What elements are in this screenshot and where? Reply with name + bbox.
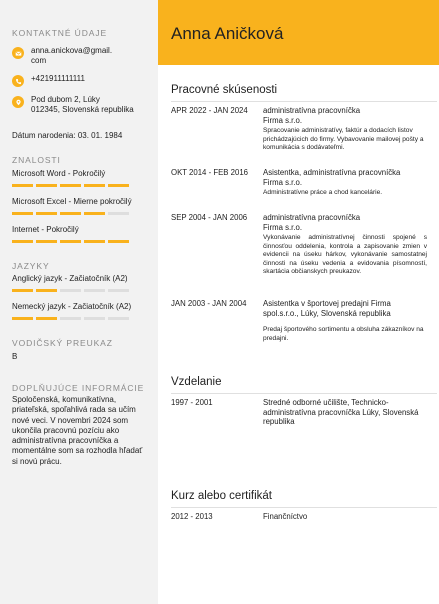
entry-employer: Firma s.r.o. [263, 222, 302, 232]
skill-level-segment [108, 184, 129, 187]
contact-section-title: KONTAKTNÉ ÚDAJE [12, 28, 108, 38]
languages-list [12, 274, 146, 320]
courses-divider [171, 507, 437, 508]
skill-level-segment [36, 240, 57, 243]
entry-date: 2012 - 2013 [171, 512, 213, 521]
language-level-bar [12, 317, 146, 320]
education-section-title: Vzdelanie [171, 376, 222, 388]
email-text[interactable]: anna.anickova@gmail. com [31, 46, 113, 65]
entry-employer: spol.s.r.o., Lúky, Slovenská republika [263, 308, 391, 318]
entry-employer: Firma s.r.o. [263, 177, 302, 187]
envelope-icon [12, 47, 24, 59]
skill-level-segment [36, 184, 57, 187]
contact-phone [12, 74, 146, 87]
skill-level-segment [108, 240, 129, 243]
phone-text[interactable]: +421911111111 [31, 74, 85, 83]
skill-label: Internet - Pokročilý [12, 225, 79, 234]
skill-level-bar [12, 240, 146, 243]
skill-level-segment [36, 212, 57, 215]
header-banner [158, 0, 439, 65]
language-level-segment [60, 289, 81, 292]
entry-date: SEP 2004 - JAN 2006 [171, 213, 248, 222]
language-level-segment [84, 317, 105, 320]
license-section-title: VODIČSKÝ PREUKAZ [12, 338, 113, 348]
language-item [12, 274, 146, 292]
skill-level-segment [12, 212, 33, 215]
entry-position: administratívna pracovníčka [263, 106, 361, 115]
education-divider [171, 393, 437, 394]
language-level-segment [84, 289, 105, 292]
skill-level-segment [84, 212, 105, 215]
entry-date: APR 2022 - JAN 2024 [171, 106, 248, 115]
skill-item [12, 225, 146, 243]
language-level-segment [108, 317, 129, 320]
education-text: Stredné odborné učilište, Techniсko-administratívna pracovníčka Lúky, Slovenská republika [263, 398, 419, 426]
skill-label: Microsoft Word - Pokročilý [12, 169, 106, 178]
skill-level-segment [60, 240, 81, 243]
skills-list [12, 169, 146, 243]
sidebar [0, 0, 158, 604]
language-level-segment [108, 289, 129, 292]
skill-item [12, 197, 146, 215]
experience-divider [171, 101, 437, 102]
skill-level-segment [12, 240, 33, 243]
contact-email [12, 46, 146, 66]
language-level-segment [36, 317, 57, 320]
skill-level-segment [108, 212, 129, 215]
skill-level-bar [12, 212, 146, 215]
language-label: Anglický jazyk - Začiatočník (A2) [12, 274, 128, 283]
about-section-title: DOPLŇUJÚCE INFORMÁCIE [12, 383, 145, 393]
date-of-birth: Dátum narodenia: 03. 01. 1984 [12, 131, 123, 140]
language-label: Nemecký jazyk - Začiatočník (A2) [12, 302, 132, 311]
skill-level-segment [60, 184, 81, 187]
skill-level-bar [12, 184, 146, 187]
entry-position: Asistentka, administratívna pracovníčka [263, 168, 401, 177]
entry-date: OKT 2014 - FEB 2016 [171, 168, 249, 177]
skill-level-segment [84, 240, 105, 243]
entry-date: 1997 - 2001 [171, 398, 213, 407]
candidate-name: Anna Aničková [171, 24, 284, 43]
license-value: B [12, 352, 18, 361]
address-text: Pod dubom 2, Lúky 012345, Slovenská republika [31, 95, 134, 114]
phone-icon [12, 75, 24, 87]
experience-section-title: Pracovné skúsenosti [171, 84, 278, 96]
language-level-segment [60, 317, 81, 320]
skill-label: Microsoft Excel - Mierne pokročilý [12, 197, 132, 206]
language-level-segment [12, 289, 33, 292]
languages-section-title: JAZYKY [12, 261, 50, 271]
entry-description: Spracovanie administratívy, faktúr a dodacích listov prichádzajúcich do firmy. Vybavovanie mailovej pošty a komunikácia s dodávateľmi. [263, 127, 424, 152]
courses-section-title: Kurz alebo certifikát [171, 490, 272, 502]
entry-position: administratívna pracovníčka [263, 213, 361, 222]
skills-section-title: ZNALOSTI [12, 155, 61, 165]
contact-address [12, 95, 146, 115]
skill-level-segment [60, 212, 81, 215]
entry-date: JAN 2003 - JAN 2004 [171, 299, 247, 308]
entry-position: Asistentka v športovej predajni Firma [263, 299, 391, 308]
language-item [12, 302, 146, 320]
skill-level-segment [12, 184, 33, 187]
entry-employer: Firma s.r.o. [263, 115, 302, 125]
entry-description: Administratívne práce a chod kancelárie. [263, 189, 383, 196]
skill-level-segment [84, 184, 105, 187]
about-text: Spoločenská, komunikatívna, priateľská, spoľahlivá rada sa učím nové veci. V novembri 2024 som ukončila pracovnú pozíciu ako administratívna pracovníčka a momentálne som sa rozhodla hľadať si novú prácu. [12, 395, 143, 466]
entry-description: Predaj športového sortimentu a obsluha zákazníkov na predajni. [263, 326, 424, 342]
language-level-segment [12, 317, 33, 320]
course-text: Finančníctvo [263, 512, 308, 521]
entry-description: Vykonávanie administratívnej činnosti spojené s činnosťou oddelenia, kontrola a zapisovanie zmien v evidencii na úseku hárkov, vykonávanie samostatnej činnosti na úseku vedenia a evidovania písomností, skartácia občianskych preukazov. [263, 234, 427, 276]
language-level-bar [12, 289, 146, 292]
location-pin-icon [12, 96, 24, 108]
skill-item [12, 169, 146, 187]
language-level-segment [36, 289, 57, 292]
